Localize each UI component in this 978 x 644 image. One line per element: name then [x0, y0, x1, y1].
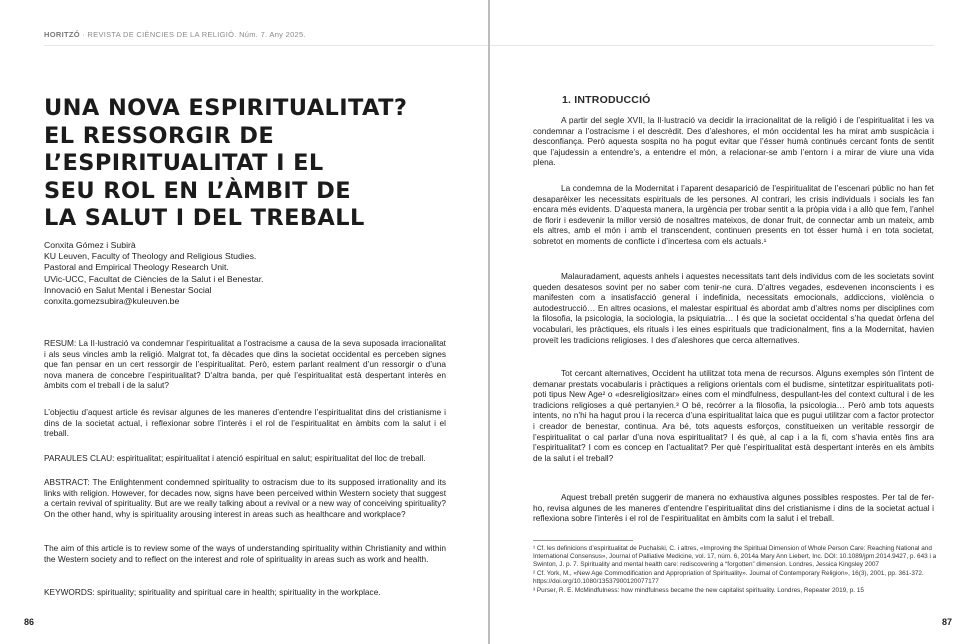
body-paragraph [533, 368, 934, 463]
objectiu-text: L’objectiu d’aquest article és revisar algunes de les maneres d’entendre l’espiritualitat dins del cristianisme i dins de la societat actual, i reflexionar sobre l’interès i el rol de l’espiritualitat en àmbits com la salut i el treball. [44, 407, 446, 439]
body-paragraph [533, 115, 934, 168]
paragraph-text: La condemna de la Modernitat i l’aparent desaparició de l’espiritualitat de l’escenari públic no han fet desaparèixer les necessitats espirituals de les persones. Al contrari, les crisis individuals i socials les fan encara més evidents. D’aquesta manera, la urgència per trobar sentit a la pròpia vida i a allò que fem, l’anhel de florir i esdevenir la millor versió de nosaltres mateixos, de donar fruit, de connectar amb un mateix, amb els altres, amb el món i amb el transcendent, continuen presents en tot ésser humà i en tota societat, sobretot en moments de conflicte i d’incertesa com els actuals.¹ [533, 183, 934, 246]
title-line: EL RESSORGIR DE [44, 122, 275, 149]
page-number-right: 87 [942, 617, 953, 627]
author-affiliation: UVic-UCC, Facultat de Ciències de la Salut i el Benestar. [44, 273, 264, 284]
page-number-left: 86 [24, 617, 35, 627]
title-line: SEU ROL EN L’ÀMBIT DE [44, 177, 351, 204]
running-head [44, 30, 306, 39]
issue-info: · REVISTA DE CIÈNCIES DE LA RELIGIÓ. Núm. 7. Any 2025. [79, 30, 306, 39]
article-title [44, 95, 444, 233]
paraules-clau-text: PARAULES CLAU: espiritualitat; espiritualitat i atenció espiritual en salut; espiritualitat del lloc de treball. [44, 453, 426, 463]
paragraph-text: Tot cercant alternatives, Occident ha utilitzat tota mena de recursos. Alguns exemples són l’intent de demanar prestats vocabularis i pràctiques a religions orientals com el budisme, sintetitzar espiritualitats poti-poti tipus New Age² o «desreligiositzar» eines com el mindfulness, despullant-les del context cultural i de les tradicions religioses a què pertanyien.³ O bé, recórrer a la filosofia, la psicologia… Però amb tots aquests intents, no n’hi ha hagut prou i la recerca d’una espiritualitat laica que es pugui utilitzar com a factor protector i creador de benestar, continua. Ara bé, tots aquests esforços, constitueixen un veritable ressorgir de l’espiritualitat o cal parlar d’una nova espiritualitat? I és què, al cap i a la fi, com s’havia entès fins ara l’espiritualitat? I com es concep en l’actualitat? Per què l’espiritualitat està despertant interès en els àmbits de la salut i el treball? [533, 368, 934, 463]
aim-section [44, 543, 446, 564]
body-paragraph [533, 271, 934, 345]
page-gutter [488, 0, 490, 644]
resum-section [44, 338, 446, 391]
abstract-text: ABSTRACT: The Enlightenment condemned spirituality to ostracism due to its supposed irrationality and its links with religion. However, for decades now, signs have been perceived within Western society that suggest a certain revival of spirituality. But are we really talking about a revival or a new way of conceiving spirituality? On the other hand, why is spirituality arousing interest in areas such as healthcare and workplace? [44, 477, 446, 519]
footnotes [533, 545, 943, 597]
paraules-clau-section [44, 453, 446, 464]
footnote-rule [533, 540, 633, 541]
author-email[interactable]: conxita.gomezsubira@kuleuven.be [44, 296, 180, 307]
author-affiliation: Innovació en Salut Mental i Benestar Social [44, 284, 212, 295]
paragraph-text: Aquest treball pretén suggerir de manera no exhaustiva algunes possibles respostes. Per tal de fer-ho, revisa algunes de les maneres d’entendre l’espiritualitat dins del cristianisme i dins de la societat actual i reflexiona sobre l’interès i el rol de l’espiritualitat en àmbits com la salut i el treball. [533, 492, 934, 524]
title-line: UNA NOVA ESPIRITUALITAT? [44, 95, 408, 121]
footnote: ³ Purser, R. E. McMindfulness: how mindfulness became the new capitalist spirituality. Londres, Repeater 2019, p. 15 [533, 587, 864, 595]
resum-text: RESUM: La Il·lustració va condemnar l’espiritualitat a l’ostracisme a causa de la seva suposada irracionalitat i als seus vincles amb la religió. Malgrat tot, fa dècades que dins la societat occidental es perceben signes que fan pensar en un cert ressorgir de l’espiritualitat. Però, estem parlant realment d’un ressorgir o d’una nova manera de concebre l’espiritualitat? D’altra banda, per què l’espiritualitat està despertant interès en àmbits com el treball i de la salut? [44, 338, 446, 391]
keywords-text: KEYWORDS: spirituality; spirituality and spiritual care in health; spirituality in the workplace. [44, 587, 381, 597]
body-paragraph [533, 183, 934, 247]
paragraph-text: Malauradament, aquests anhels i aquestes necessitats tant dels individus com de les societats sovint queden desatesos sovint per no saber com tenir-ne cura. D’altres vegades, esdevenen inconscients i es manifesten com a insatisfacció general i indefinida, necessitats emocionals, addiccions, violència o autodestrucció… En altres ocasions, el malestar espiritual és abordat amb d’altres noms per disciplines com la filosofia, la psicologia, la sociologia, la psiquiatria… I és que la societat occidental s’ha quedat òrfena del vocabulari, les pràctiques, els rituals i les eines espirituals que tradicionalment, fins a la Modernitat, havien proveït les tradicions religioses. I des d’aleshores que cerca alternatives. [533, 271, 934, 345]
author-affiliation: Pastoral and Empirical Theology Research Unit. [44, 262, 229, 273]
author-name: Conxita Gómez i Subirà [44, 240, 136, 250]
body-paragraph [533, 492, 934, 524]
author-block [44, 240, 464, 307]
footnote: ² Cf. York, M., «New Age Commodification and Appropriation of Spirituality». Journal of Contemporary Religion», 16(3), 2001, pp. 361-372. https://doi.org/10.1080/13537900120077177 [533, 570, 924, 586]
section-heading: 1. INTRODUCCIÓ [562, 94, 651, 106]
footnote: ¹ Cf. les definicions d’espiritualitat de Puchalski, C. i altres, «Improving the Spiritual Dimension of Whole Person Care: Reaching National and International Consensus», Journal of Palliative Medicine, vol. 17, núm. 6, 2014a Mary Ann Liebert, Inc. DOI: 10.1089/jpm.2014.9427, p. 643 i a Swinton, J. p. 7. Spirituality and mental health care: rediscovering a “forgotten” dimension. Londres, Jessica Kingsley 2007 [533, 545, 937, 569]
aim-text: The aim of this article is to review some of the ways of understanding spirituality within Christianity and within the Western society and to reflect on the interest and role of spirituality in areas such as work and health. [44, 543, 446, 564]
keywords-section [44, 587, 446, 598]
title-line: LA SALUT I DEL TREBALL [44, 205, 365, 231]
objectiu-section [44, 407, 446, 439]
journal-name: HORITZÓ [44, 30, 80, 39]
title-line: L’ESPIRITUALITAT I EL [44, 150, 324, 176]
paragraph-text: A partir del segle XVII, la Il·lustració va decidir la irracionalitat de la religió i de l’espiritualitat i les va condemnar a l’ostracisme i el descrèdit. Des d’aleshores, el món occidental les ha mirat amb suspicàcia i desconfiança. Però aquesta sospita no ha pogut evitar que l’ésser humà continués cercant fonts de sentit que l’ajudessin a entendre’s, a entendre el món, a relacionar-se amb l’entorn i a mirar de viure una vida plena. [533, 115, 934, 168]
abstract-section [44, 477, 446, 519]
author-affiliation: KU Leuven, Faculty of Theology and Religious Studies. [44, 251, 257, 262]
